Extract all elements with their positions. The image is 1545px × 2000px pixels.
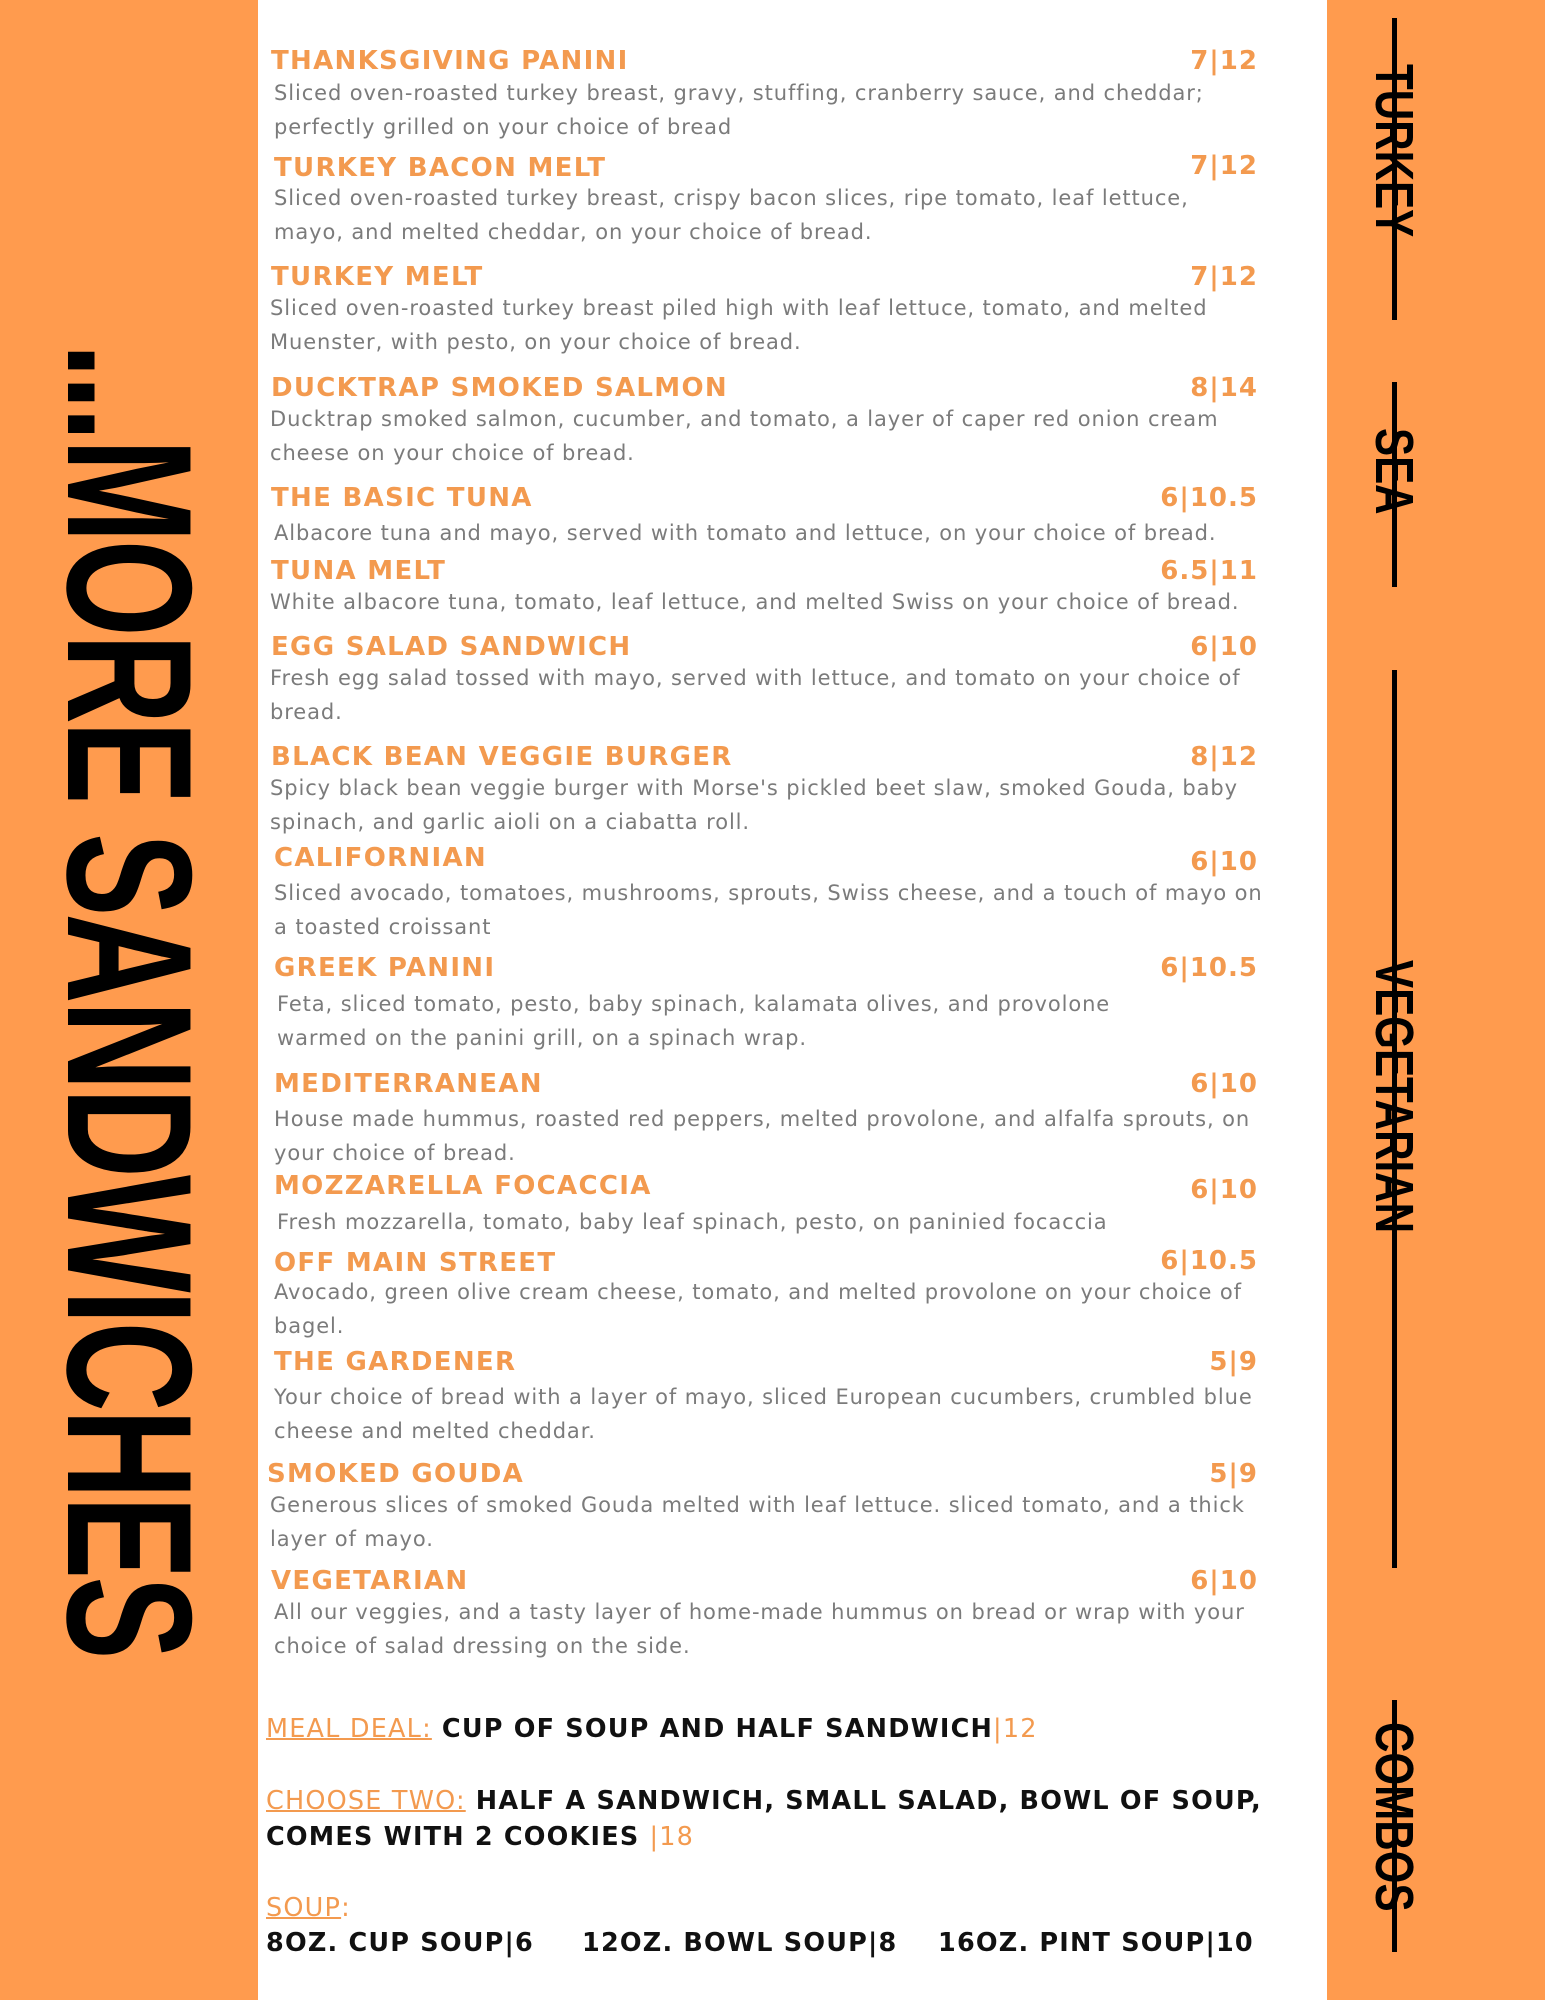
category-sea: SEA: [1364, 428, 1424, 515]
item-name: TURKEY BACON MELT: [274, 153, 607, 183]
item-description: Albacore tuna and mayo, served with tomato and lettuce, on your choice of bread.: [274, 521, 1217, 545]
item-name: DUCKTRAP SMOKED SALMON: [271, 373, 728, 403]
item-price: 7|12: [1190, 46, 1258, 76]
item-price: 6|10: [1190, 632, 1258, 662]
item-price: 8|14: [1190, 373, 1258, 403]
choose-two-price: |18: [649, 1822, 695, 1852]
soup-size-bowl: 12OZ. BOWL SOUP|8: [582, 1928, 898, 1958]
item-name: THANKSGIVING PANINI: [271, 46, 629, 76]
item-price: 6|10: [1190, 847, 1258, 877]
item-name: THE BASIC TUNA: [271, 483, 533, 513]
item-description: Your choice of bread with a layer of mayo, sliced European cucumbers, crumbled blue cheese and melted cheddar.: [274, 1385, 1253, 1443]
category-vegetarian: VEGETARIAN: [1364, 960, 1424, 1234]
meal-deal-text: CUP OF SOUP AND HALF SANDWICH: [431, 1714, 994, 1744]
item-name: MEDITERRANEAN: [274, 1069, 543, 1099]
item-name: OFF MAIN STREET: [274, 1248, 557, 1278]
item-name: TURKEY MELT: [271, 262, 484, 292]
meal-deal: [266, 1711, 1316, 1747]
item-price: 6|10: [1190, 1069, 1258, 1099]
choose-two-label: CHOOSE TWO:: [266, 1786, 466, 1816]
category-turkey: TURKEY: [1364, 64, 1424, 238]
item-description: All our veggies, and a tasty layer of home-made hummus on bread or wrap with your choice of salad dressing on the side.: [274, 1600, 1245, 1658]
item-price: 6.5|11: [1160, 556, 1258, 586]
left-band: [0, 0, 258, 2000]
item-description: Generous slices of smoked Gouda melted with leaf lettuce. sliced tomato, and a thick layer of mayo.: [270, 1493, 1245, 1551]
item-price: 5|9: [1209, 1347, 1258, 1377]
soup-sizes: [266, 1928, 1316, 1958]
item-description: House made hummus, roasted red peppers, melted provolone, and alfalfa sprouts, on your choice of bread.: [274, 1107, 1251, 1165]
item-description: Feta, sliced tomato, pesto, baby spinach, kalamata olives, and provolone warmed on the panini grill, on a spinach wrap.: [277, 992, 1111, 1050]
item-price: 6|10.5: [1160, 953, 1258, 983]
meal-deal-label: MEAL DEAL:: [266, 1714, 432, 1744]
soup-size-cup: 8OZ. CUP SOUP|6: [266, 1928, 534, 1958]
page-title: ...MORE SANDWICHES: [30, 343, 229, 1657]
item-price: 8|12: [1190, 742, 1258, 772]
item-name: EGG SALAD SANDWICH: [271, 632, 632, 662]
item-price: 6|10.5: [1160, 483, 1258, 513]
item-price: 7|12: [1190, 262, 1258, 292]
choose-two-text: HALF A SANDWICH, SMALL SALAD, BOWL OF SOUP, COMES WITH 2 COOKIES: [266, 1786, 1262, 1852]
item-name: CALIFORNIAN: [274, 843, 487, 873]
item-description: Fresh mozzarella, tomato, baby leaf spinach, pesto, on paninied focaccia: [277, 1210, 1108, 1234]
right-band: [1327, 0, 1545, 2000]
item-name: MOZZARELLA FOCACCIA: [274, 1171, 652, 1201]
soup-size-pint: 16OZ. PINT SOUP|10: [938, 1928, 1254, 1958]
item-description: Sliced oven-roasted turkey breast piled high with leaf lettuce, tomato, and melted Muenster, with pesto, on your choice of bread.: [270, 296, 1208, 354]
meal-deal-price: |12: [993, 1714, 1038, 1744]
item-description: Sliced oven-roasted turkey breast, crispy bacon slices, ripe tomato, leaf lettuce, mayo, and melted cheddar, on your choice of bread.: [274, 186, 1189, 244]
item-name: GREEK PANINI: [274, 953, 496, 983]
item-price: 7|12: [1190, 151, 1258, 181]
item-description: White albacore tuna, tomato, leaf lettuce, and melted Swiss on your choice of bread.: [270, 590, 1240, 614]
item-description: Fresh egg salad tossed with mayo, served with lettuce, and tomato on your choice of bread.: [270, 666, 1241, 724]
item-description: Sliced oven-roasted turkey breast, gravy, stuffing, cranberry sauce, and cheddar; perfectly grilled on your choice of bread: [274, 81, 1204, 139]
category-combos: COMBOS: [1364, 1722, 1424, 1912]
soup-heading: [266, 1890, 1316, 1926]
item-name: SMOKED GOUDA: [267, 1459, 525, 1489]
item-description: Avocado, green olive cream cheese, tomato, and melted provolone on your choice of bagel.: [274, 1280, 1242, 1338]
soup-colon: :: [341, 1893, 351, 1923]
item-description: Sliced avocado, tomatoes, mushrooms, sprouts, Swiss cheese, and a touch of mayo on a toasted croissant: [274, 881, 1263, 939]
item-description: Ducktrap smoked salmon, cucumber, and tomato, a layer of caper red onion cream cheese on your choice of bread.: [270, 407, 1219, 465]
item-name: BLACK BEAN VEGGIE BURGER: [271, 742, 733, 772]
item-price: 5|9: [1209, 1459, 1258, 1489]
item-description: Spicy black bean veggie burger with Morse's pickled beet slaw, smoked Gouda, baby spinach, and garlic aioli on a ciabatta roll.: [270, 776, 1238, 834]
item-name: TUNA MELT: [271, 556, 447, 586]
item-name: THE GARDENER: [274, 1347, 517, 1377]
item-price: 6|10.5: [1160, 1246, 1258, 1276]
soup-label: SOUP: [266, 1893, 342, 1923]
item-name: VEGETARIAN: [271, 1566, 469, 1596]
item-price: 6|10: [1190, 1566, 1258, 1596]
item-price: 6|10: [1190, 1175, 1258, 1205]
choose-two: [266, 1783, 1316, 1855]
